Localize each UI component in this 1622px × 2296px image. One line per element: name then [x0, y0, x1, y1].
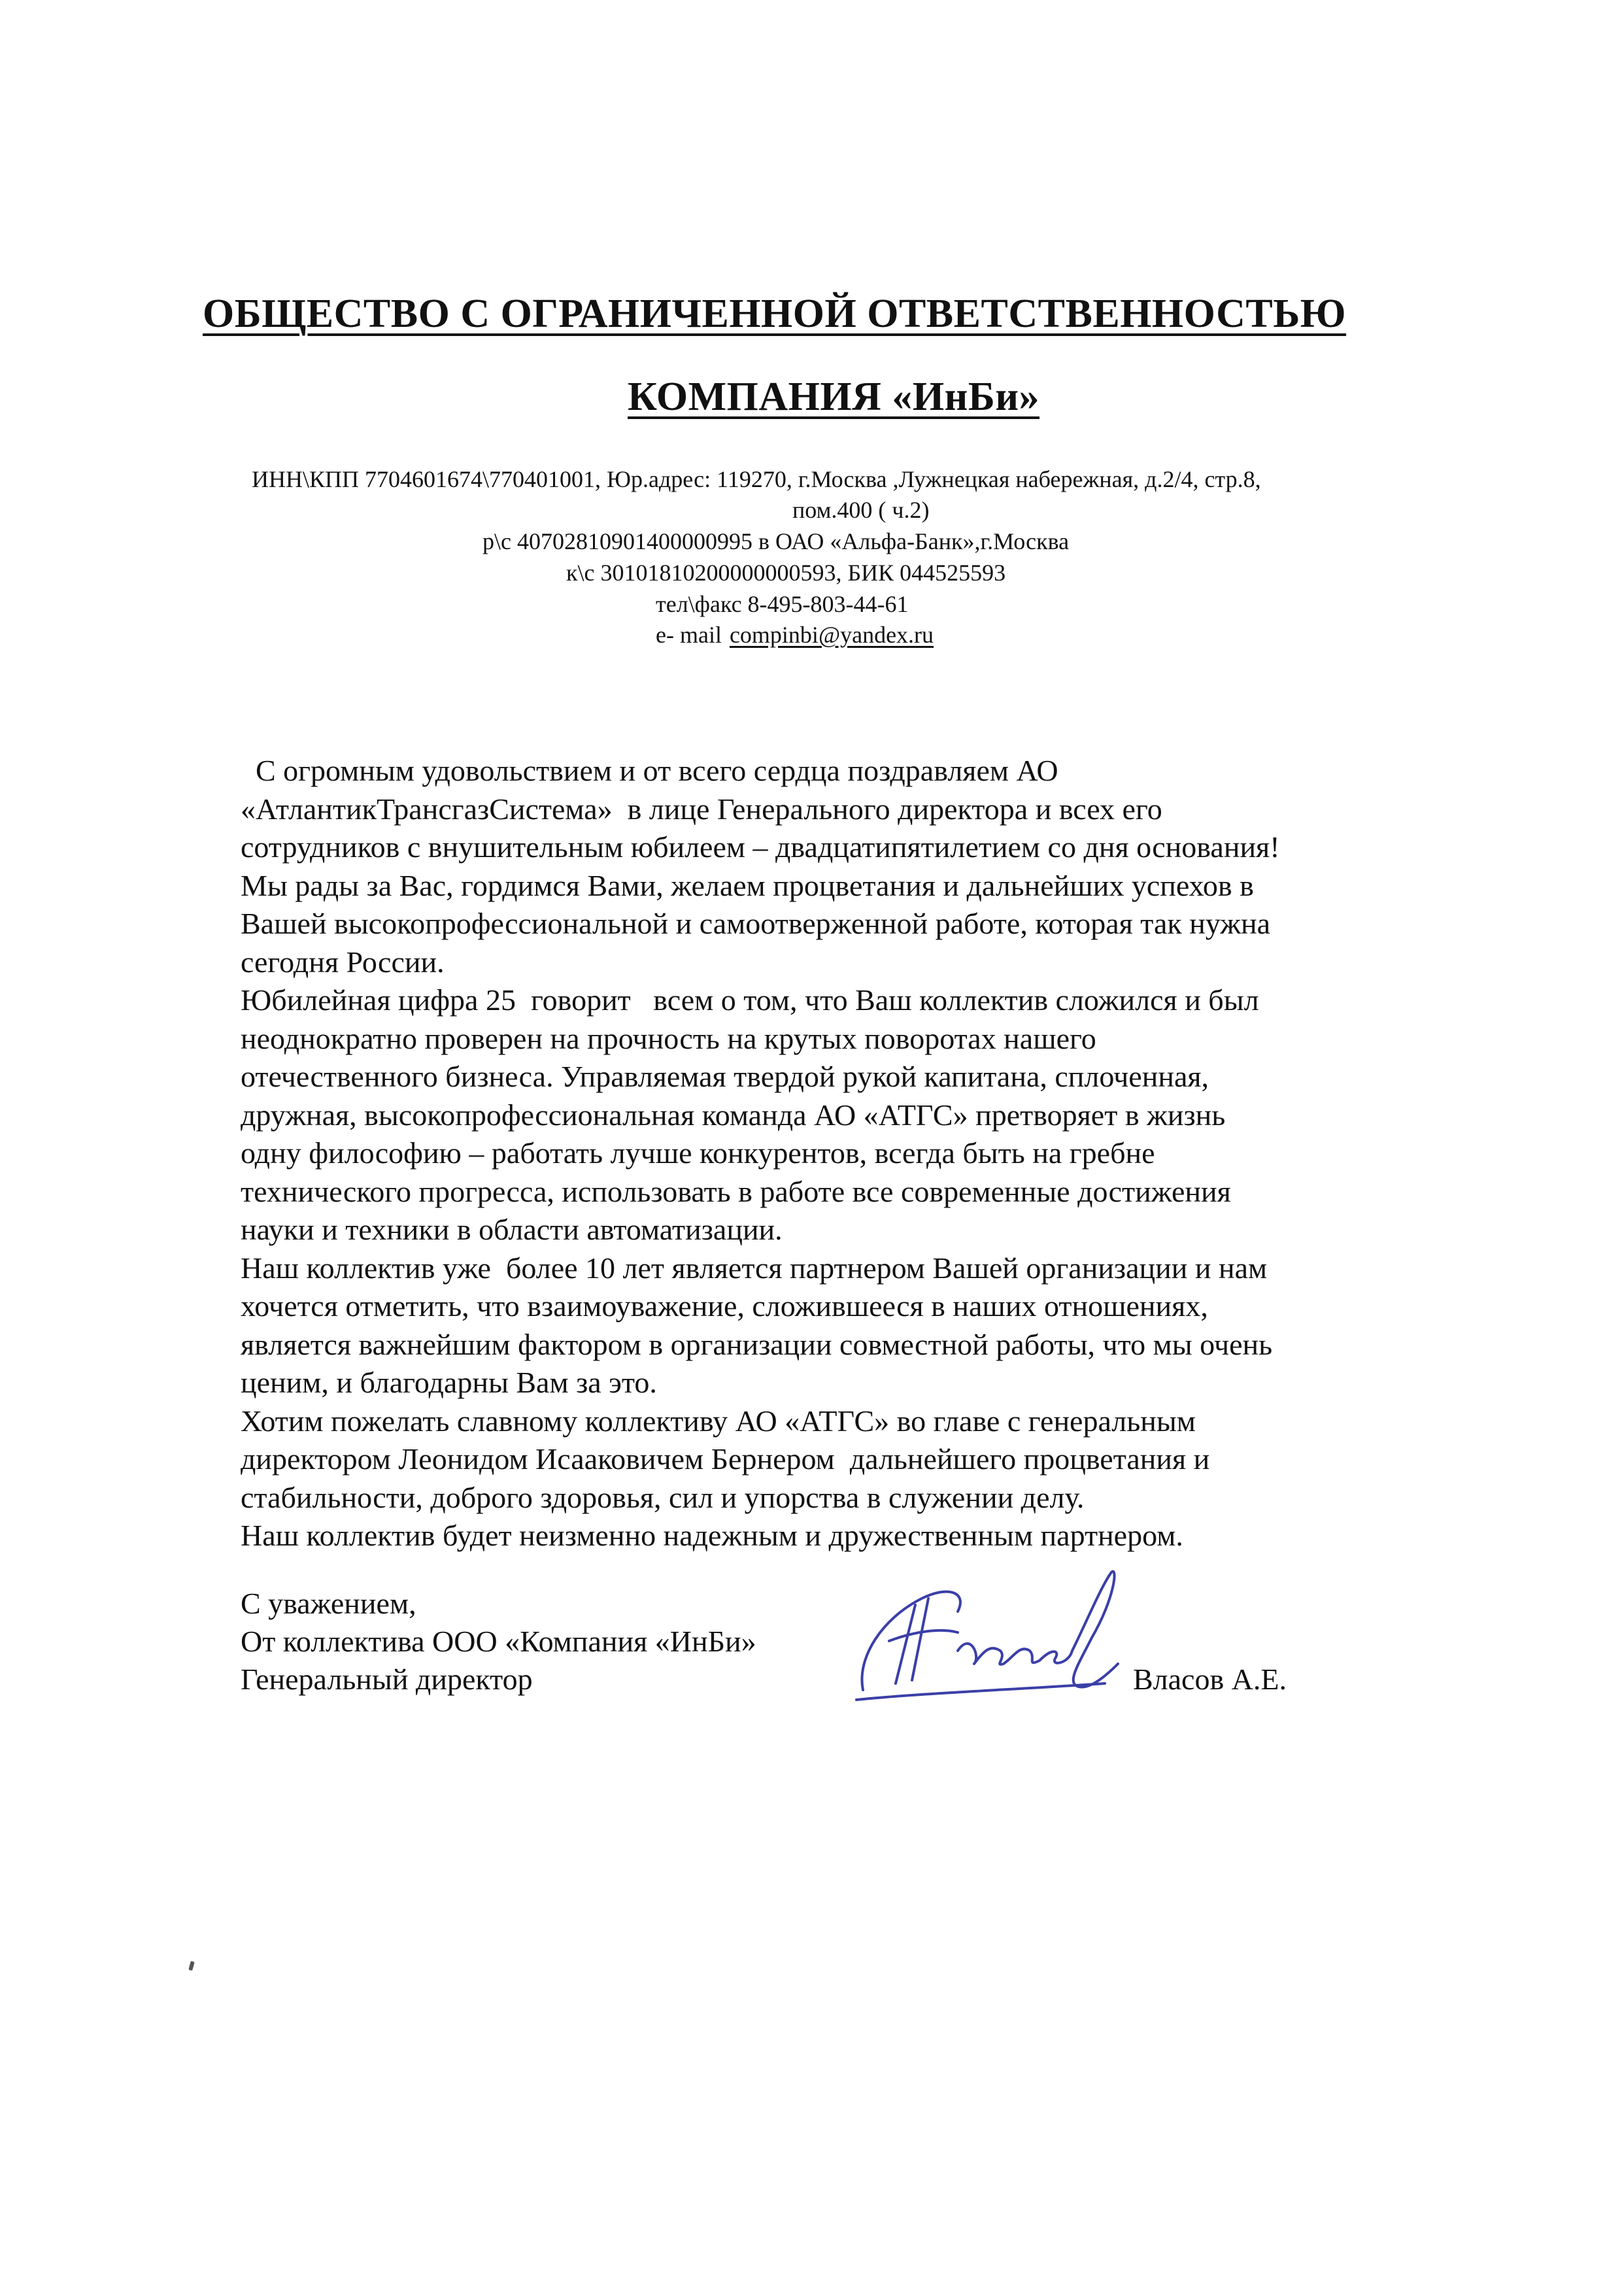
closing-from-collective: От коллектива ООО «Компания «ИнБи»	[241, 1625, 756, 1658]
organization-name-line1: ОБЩЕСТВО С ОГРАНИЧЕННОЙ ОТВЕТСТВЕННОСТЬЮ	[203, 292, 1347, 336]
requisites-email	[656, 623, 934, 647]
body-line: является важнейшим фактором в организации совместной работы, что мы очень	[241, 1327, 1273, 1361]
requisites-phone-fax: тел\факс 8-495-803-44-61	[656, 591, 909, 617]
closing-regards: С уважением,	[241, 1587, 416, 1620]
email-label: е- mail	[656, 622, 722, 648]
body-line: неоднократно проверен на прочность на крутых поворотах нашего	[241, 1021, 1096, 1055]
body-line: науки и техники в области автоматизации.	[241, 1213, 783, 1246]
body-line: Наш коллектив будет неизменно надежным и дружественным партнером.	[241, 1519, 1183, 1552]
closing-position: Генеральный директор	[241, 1663, 533, 1696]
body-line: стабильности, доброго здоровья, сил и упорства в служении делу.	[241, 1480, 1085, 1514]
organization-name-line2: КОМПАНИЯ «ИнБи»	[628, 375, 1040, 419]
body-line: Хотим пожелать славному коллективу АО «АТГС» во главе с генеральным	[241, 1404, 1196, 1438]
body-line: отечественного бизнеса. Управляемая твердой рукой капитана, сплоченная,	[241, 1060, 1209, 1093]
letter-body	[241, 752, 1483, 1555]
requisites-office: пом.400 ( ч.2)	[792, 497, 930, 523]
body-line: технического прогресса, использовать в работе все современные достижения	[241, 1174, 1231, 1208]
body-line: С огромным удовольствием и от всего сердца поздравляем АО	[241, 754, 1058, 787]
body-line: сотрудников с внушительным юбилеем – двадцатипятилетием со дня основания!	[241, 830, 1280, 864]
body-line: дружная, высокопрофессиональная команда АО «АТГС» претворяет в жизнь	[241, 1098, 1226, 1132]
body-line: «АтлантикТрансгазСистема» в лице Генерального директора и всех его	[241, 792, 1162, 826]
email-link[interactable]: compinbi@yandex.ru	[729, 622, 934, 648]
body-line: сегодня России.	[241, 945, 445, 979]
body-line: ценим, и благодарны Вам за это.	[241, 1366, 657, 1399]
body-line: Мы рады за Вас, гордимся Вами, желаем процветания и дальнейших успехов в	[241, 868, 1254, 902]
requisites-correspondent-account: к\с 30101810200000000593, БИК 044525593	[566, 560, 1006, 586]
body-line: Наш коллектив уже более 10 лет является партнером Вашей организации и нам	[241, 1251, 1268, 1285]
body-line: директором Леонидом Исааковичем Бернером дальнейшего процветания и	[241, 1442, 1210, 1476]
requisites-inn-address: ИНН\КПП 7704601674\770401001, Юр.адрес: 119270, г.Москва ,Лужнецкая набережная, д.2/4, стр.8,	[252, 466, 1261, 492]
body-line: хочется отметить, что взаимоуважение, сложившееся в наших отношениях,	[241, 1289, 1208, 1323]
handwritten-signature	[843, 1559, 1131, 1710]
body-line: Вашей высокопрофессиональной и самоотверженной работе, которая так нужна	[241, 907, 1271, 940]
scan-speck	[188, 1961, 194, 1970]
body-line: одну философию – работать лучше конкурентов, всегда быть на гребне	[241, 1136, 1155, 1170]
signer-name: Власов А.Е.	[1133, 1663, 1287, 1696]
requisites-bank-account: р\с 40702810901400000995 в ОАО «Альфа-Банк»,г.Москва	[482, 528, 1070, 554]
body-line: Юбилейная цифра 25 говорит всем о том, что Ваш коллектив сложился и был	[241, 983, 1259, 1017]
